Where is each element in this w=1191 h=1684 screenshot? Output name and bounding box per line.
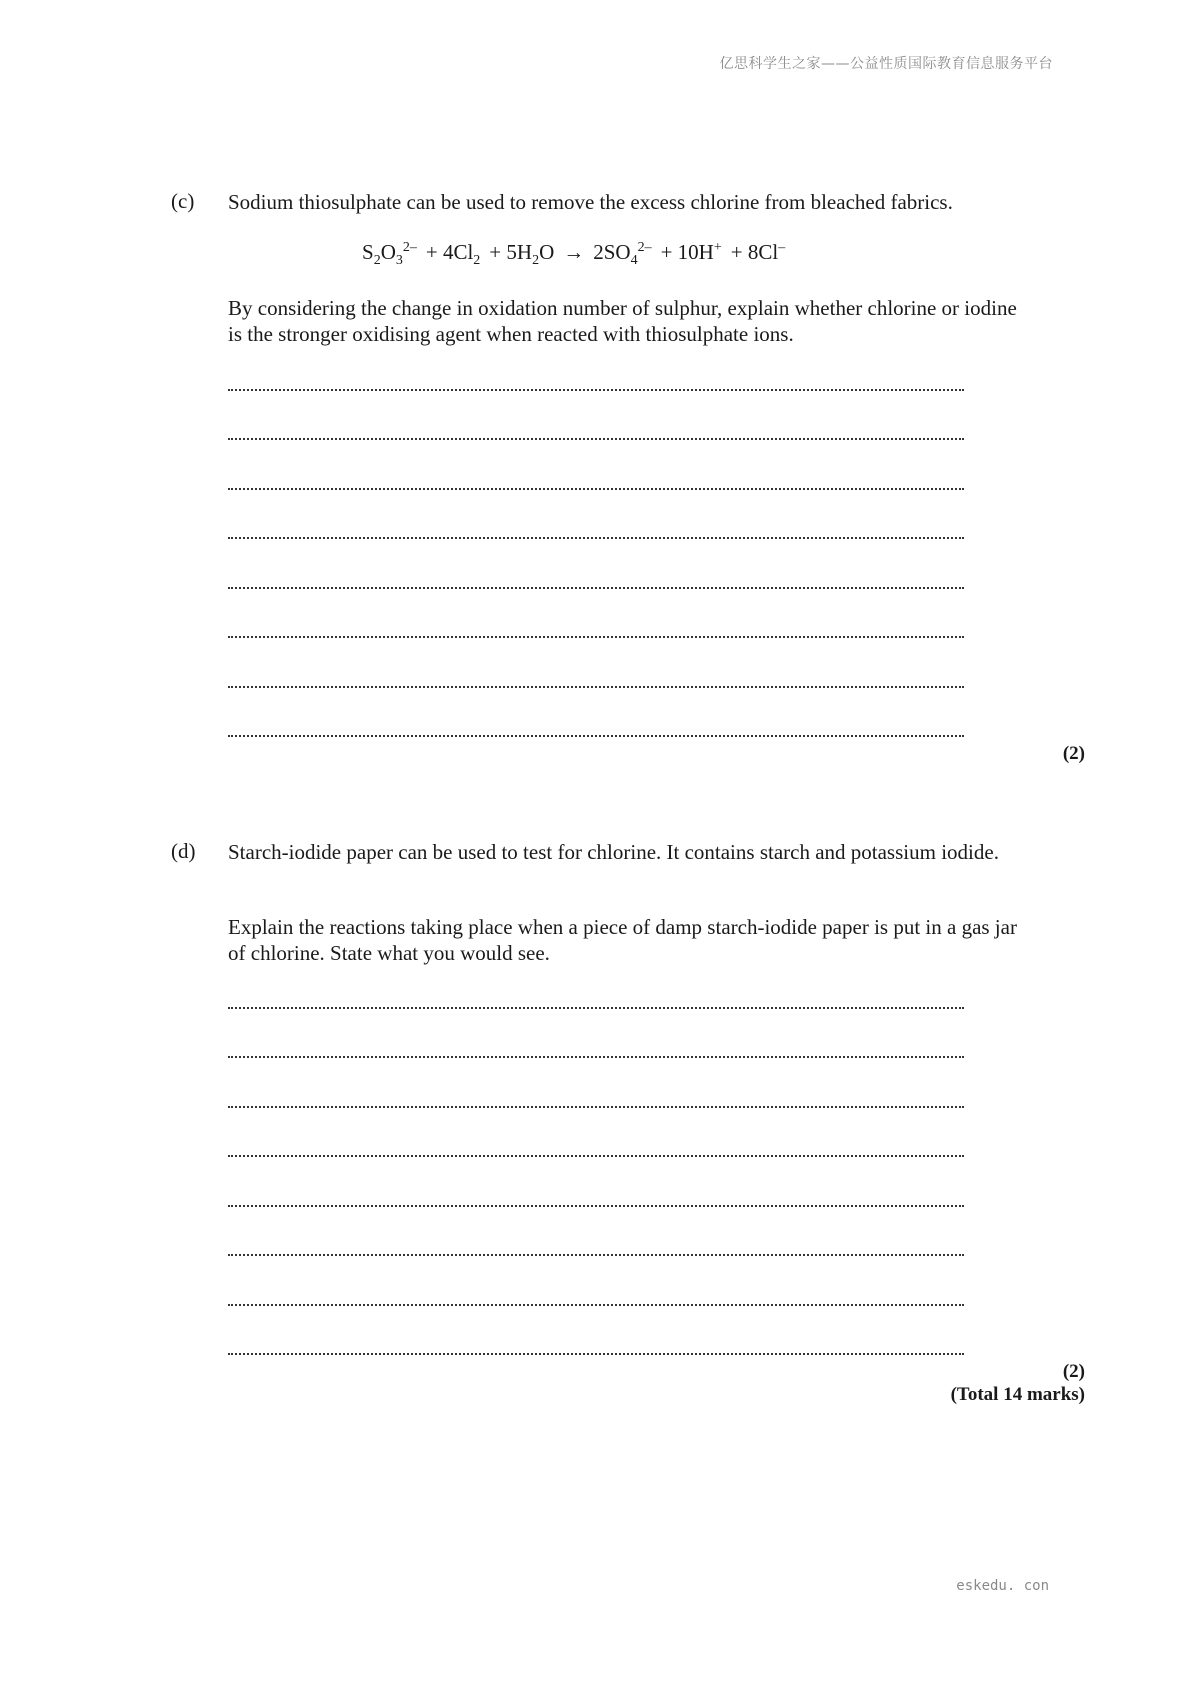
eq-s: S [362, 240, 374, 264]
eq-term3-sub: 2 [532, 253, 540, 269]
answer-line-d-3[interactable] [228, 1106, 964, 1108]
chemical-equation [362, 240, 785, 269]
part-c-intro: Sodium thiosulphate can be used to remove the excess chlorine from bleached fabrics. [228, 190, 953, 214]
footer-site-text: eskedu. con [956, 1578, 1049, 1594]
eq-term2: + 4Cl [425, 240, 474, 264]
eq-o: O [380, 240, 396, 264]
eq-term3: + 5H [489, 240, 533, 264]
answer-line-d-1[interactable] [228, 1007, 964, 1009]
eq-s-sub: 2 [373, 253, 381, 269]
part-c-marks: (2) [1062, 743, 1085, 764]
part-d-question: Explain the reactions taking place when a piece of damp starch-iodide paper is put in a gas jar of chlorine. State what you would see. [228, 915, 1017, 965]
eq-prod1-charge: 2– [637, 240, 652, 255]
answer-line-c-7[interactable] [228, 686, 964, 688]
total-marks: (Total 14 marks) [950, 1384, 1085, 1405]
eq-o-sub: 3 [395, 253, 403, 269]
part-c-question: By considering the change in oxidation number of sulphur, explain whether chlorine or iodine is the stronger oxidising agent when reacted with thiosulphate ions. [228, 296, 1017, 346]
eq-charge: 2– [402, 240, 417, 255]
answer-line-c-5[interactable] [228, 587, 964, 589]
answer-line-d-2[interactable] [228, 1056, 964, 1058]
answer-line-d-8[interactable] [228, 1353, 964, 1355]
eq-prod2: + 10H [660, 240, 714, 264]
eq-prod1: 2SO [593, 240, 631, 264]
answer-line-d-5[interactable] [228, 1205, 964, 1207]
eq-prod3-charge: – [778, 240, 786, 255]
answer-line-d-7[interactable] [228, 1304, 964, 1306]
answer-line-c-1[interactable] [228, 389, 964, 391]
eq-prod1-sub: 4 [630, 253, 638, 269]
part-c-label: (c) [171, 189, 195, 213]
eq-arrow: → [563, 240, 585, 264]
eq-term2-sub: 2 [473, 253, 481, 269]
header-site-text: 亿思科学生之家——公益性质国际教育信息服务平台 [719, 56, 1053, 72]
part-d-label: (d) [171, 839, 196, 863]
eq-prod2-charge: + [713, 240, 722, 255]
answer-line-c-8[interactable] [228, 735, 964, 737]
eq-prod3: + 8Cl [730, 240, 779, 264]
eq-term3-b: O [539, 240, 555, 264]
answer-line-c-3[interactable] [228, 488, 964, 490]
answer-line-c-4[interactable] [228, 537, 964, 539]
answer-line-c-6[interactable] [228, 636, 964, 638]
answer-line-c-2[interactable] [228, 438, 964, 440]
part-d-marks: (2) [1062, 1361, 1085, 1382]
part-d-intro: Starch-iodide paper can be used to test for chlorine. It contains starch and potassium iodide. [228, 840, 999, 864]
answer-line-d-4[interactable] [228, 1155, 964, 1157]
answer-line-d-6[interactable] [228, 1254, 964, 1256]
